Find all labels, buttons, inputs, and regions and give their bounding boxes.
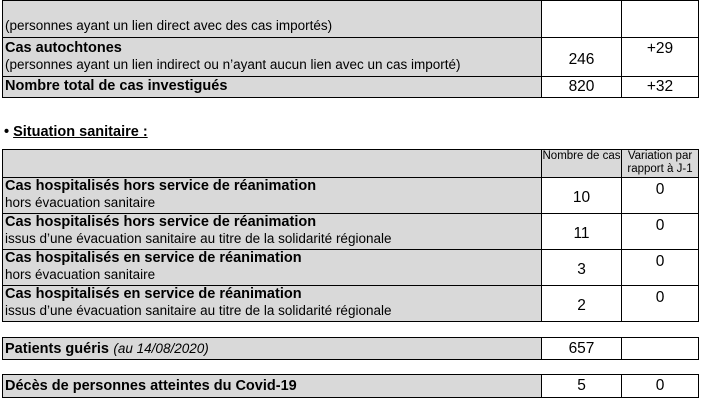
row-label-cell — [3, 77, 542, 98]
header-label-cell — [3, 150, 542, 178]
deaths-table — [2, 374, 699, 398]
row-subtitle: (personnes ayant un lien direct avec des cas importés) — [5, 18, 333, 33]
count-cell: 5 — [542, 375, 622, 398]
count-cell: 11 — [542, 214, 622, 250]
header-count: Nombre de cas — [542, 150, 622, 178]
table-row — [3, 178, 699, 214]
row-title: Nombre total de cas investigués — [5, 78, 228, 94]
table-row — [3, 1, 699, 38]
row-title: Patients guéris — [5, 340, 109, 357]
table-header-row — [3, 150, 699, 178]
row-title: Cas hospitalisés hors service de réanimation — [5, 178, 317, 194]
table-row — [3, 375, 699, 398]
count-cell: 2 — [542, 286, 622, 322]
row-subtitle: issus d’une évacuation sanitaire au titre de la solidarité régionale — [5, 231, 392, 246]
hospitalisation-table — [2, 149, 699, 322]
row-label-cell — [3, 375, 542, 398]
variation-cell: +32 — [622, 77, 699, 98]
row-label-cell — [3, 1, 542, 38]
count-cell: 820 — [542, 77, 622, 98]
row-label-cell — [3, 178, 542, 214]
row-label-cell — [3, 214, 542, 250]
row-title: Cas autochtones — [5, 40, 122, 56]
variation-cell: 0 — [622, 286, 699, 322]
row-label-cell — [3, 38, 542, 77]
row-subtitle: hors évacuation sanitaire — [5, 195, 156, 210]
variation-cell: 0 — [622, 178, 699, 214]
table-row — [3, 38, 699, 77]
cases-table — [2, 0, 699, 98]
row-title: Cas hospitalisés en service de réanimation — [5, 286, 302, 302]
table-row — [3, 77, 699, 98]
row-title: Cas hospitalisés hors service de réanimation — [5, 214, 317, 230]
table-row — [3, 214, 699, 250]
variation-cell: 0 — [622, 214, 699, 250]
variation-cell: 0 — [622, 250, 699, 286]
variation-cell: +29 — [622, 38, 699, 77]
row-label-cell — [3, 250, 542, 286]
row-label-cell — [3, 286, 542, 322]
variation-cell: 0 — [622, 375, 699, 398]
variation-cell — [622, 1, 699, 38]
count-cell — [542, 1, 622, 38]
row-title: Cas hospitalisés en service de réanimation — [5, 250, 302, 266]
header-variation: Variation par rapport à J-1 — [622, 150, 699, 178]
row-note: (au 14/08/2020) — [113, 340, 209, 356]
row-subtitle: issus d’une évacuation sanitaire au titre de la solidarité régionale — [5, 303, 392, 318]
section-heading — [4, 124, 148, 140]
row-title: Décès de personnes atteintes du Covid-19 — [5, 378, 297, 394]
row-subtitle: (personnes ayant un lien indirect ou n’ayant aucun lien avec un cas importé) — [5, 57, 461, 72]
section-title: Situation sanitaire : — [13, 124, 148, 140]
count-cell: 657 — [542, 338, 622, 360]
table-row — [3, 286, 699, 322]
recovered-table — [2, 337, 699, 360]
count-cell: 10 — [542, 178, 622, 214]
count-cell: 246 — [542, 38, 622, 77]
table-row — [3, 250, 699, 286]
bullet: • — [4, 124, 10, 140]
count-cell: 3 — [542, 250, 622, 286]
table-row — [3, 338, 699, 360]
variation-cell — [622, 338, 699, 360]
row-label-cell — [3, 338, 542, 360]
row-subtitle: hors évacuation sanitaire — [5, 267, 156, 282]
